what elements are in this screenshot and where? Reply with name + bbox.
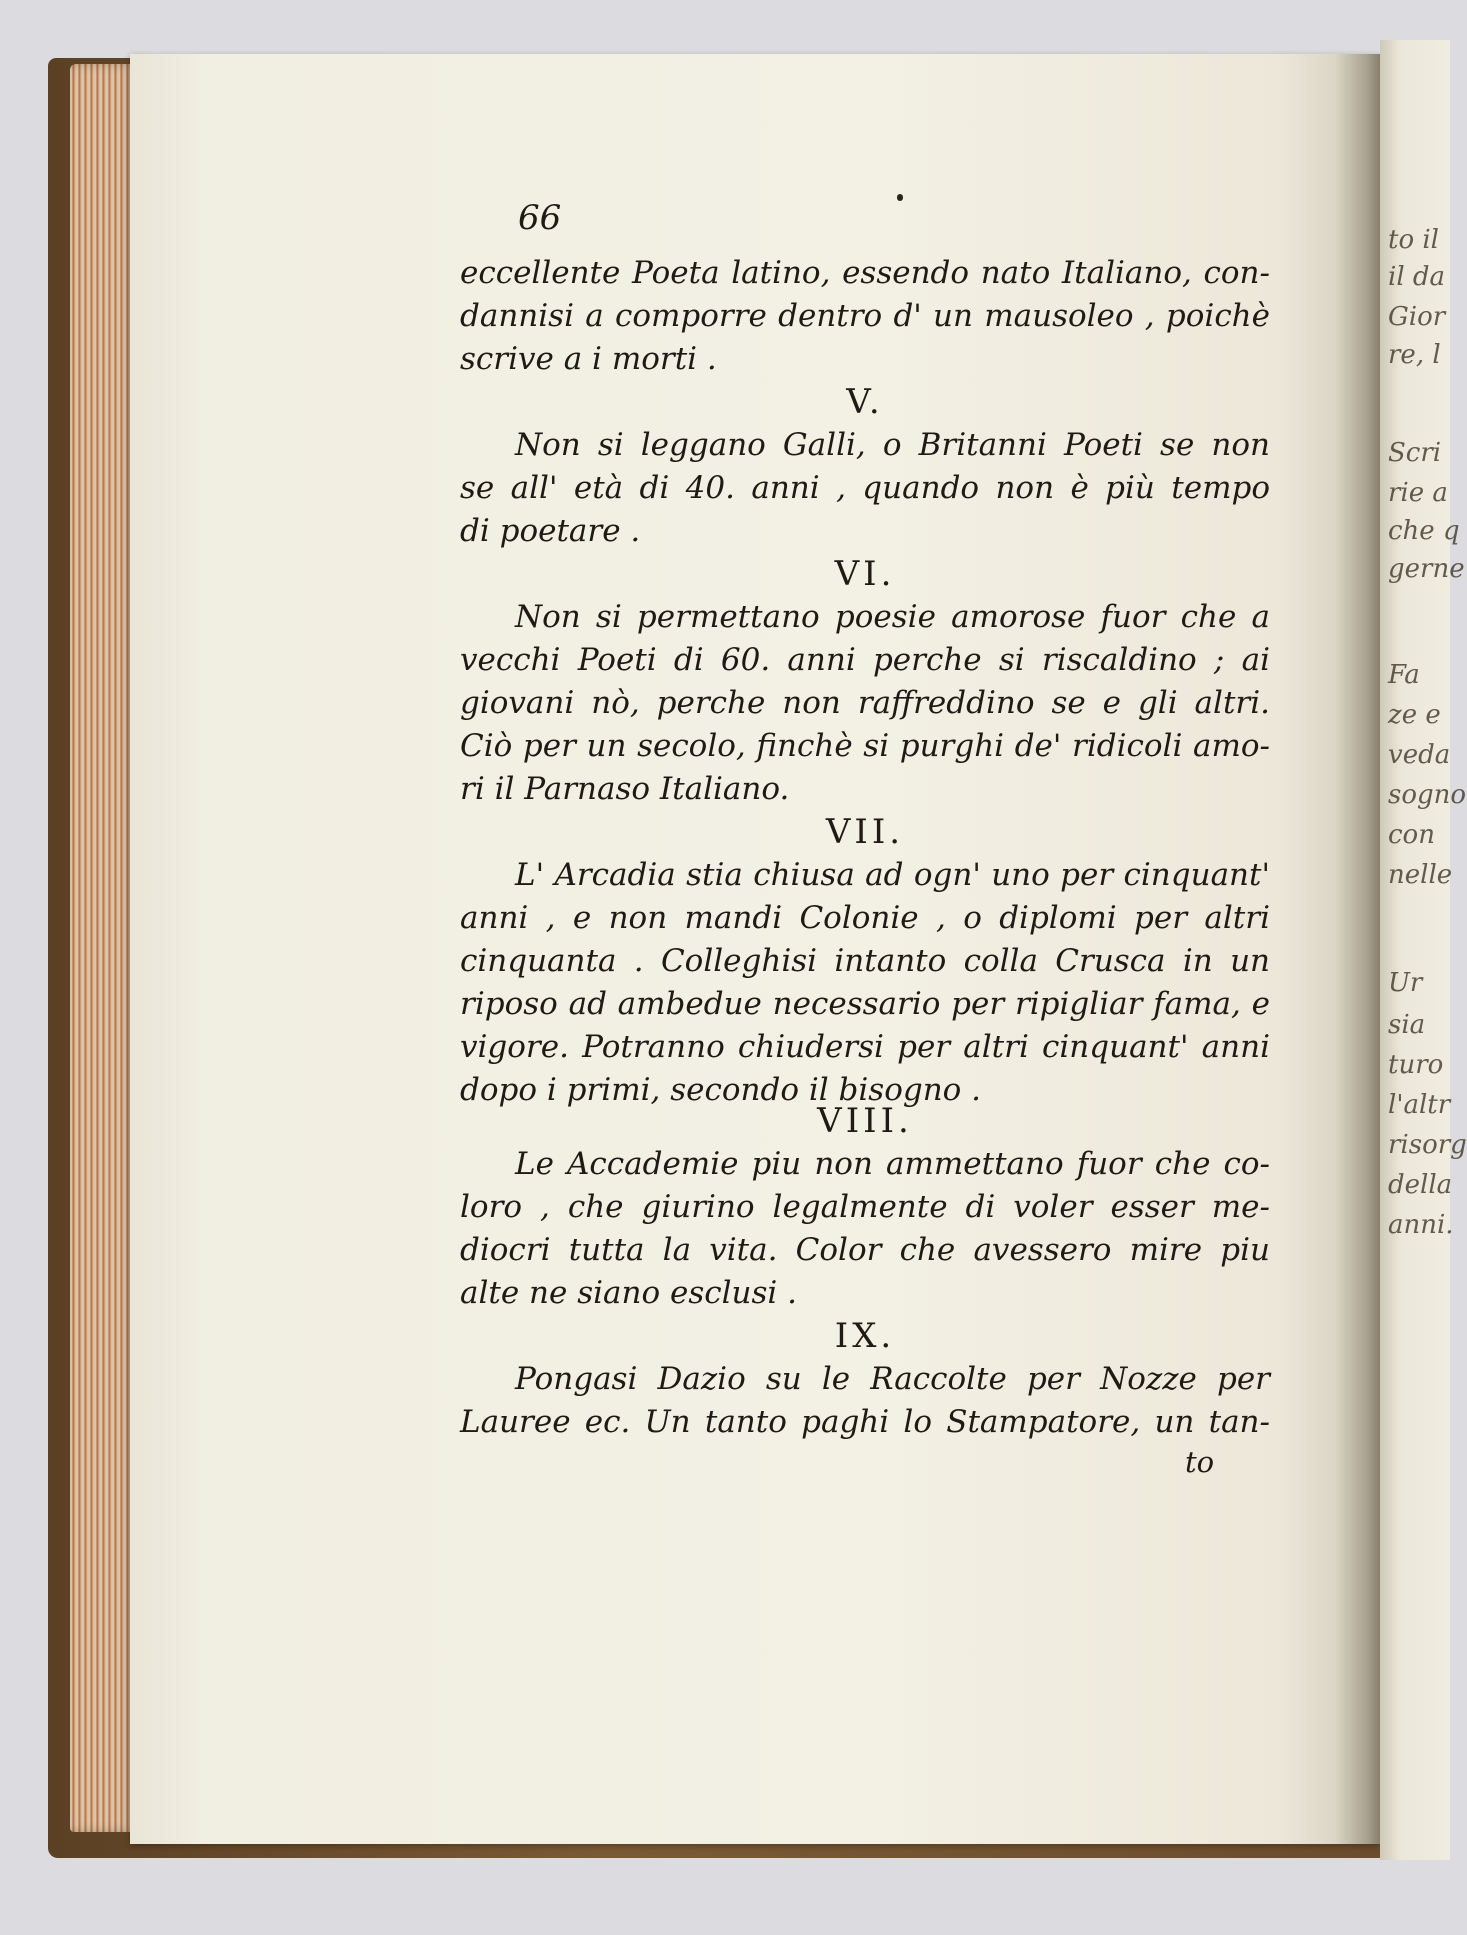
text-line: cinquanta . Colleghisi intanto colla Crusca in un bbox=[460, 943, 1270, 979]
catchword: to bbox=[1185, 1445, 1215, 1479]
text-line: Lauree ec. Un tanto paghi lo Stampatore, un tan- bbox=[460, 1404, 1270, 1440]
text-line: dannisi a comporre dentro d' un mausoleo , poichè bbox=[460, 298, 1270, 334]
facing-fragment: con bbox=[1388, 820, 1435, 850]
text-line: riposo ad ambedue necessario per ripigliar fama, e bbox=[460, 986, 1270, 1022]
facing-fragment: che q bbox=[1388, 516, 1460, 546]
facing-fragment: ze e bbox=[1388, 700, 1441, 730]
facing-fragment: to il bbox=[1388, 225, 1439, 255]
facing-fragment: il da bbox=[1388, 262, 1446, 292]
text-line: L' Arcadia stia chiusa ad ogn' uno per cinquant' bbox=[515, 857, 1270, 893]
facing-fragment: re, l bbox=[1388, 340, 1441, 370]
page-number: 66 bbox=[518, 198, 562, 238]
facing-fragment: veda bbox=[1388, 740, 1451, 770]
facing-fragment: rie a bbox=[1388, 478, 1448, 508]
facing-fragment: sia bbox=[1388, 1010, 1426, 1040]
text-line: dopo i primi, secondo il bisogno . bbox=[460, 1072, 982, 1108]
section-heading: VII. bbox=[825, 812, 905, 852]
facing-fragment: Ur bbox=[1388, 968, 1423, 998]
facing-fragment: Gior bbox=[1388, 302, 1446, 332]
facing-fragment: risorg bbox=[1388, 1130, 1467, 1160]
text-line: Le Accademie piu non ammettano fuor che co- bbox=[515, 1146, 1270, 1182]
facing-fragment: l'altr bbox=[1388, 1090, 1451, 1120]
facing-fragment: Fa bbox=[1388, 660, 1420, 690]
text-line: Ciò per un secolo, finchè si purghi de' ridicoli amo- bbox=[460, 728, 1270, 764]
text-line: ri il Parnaso Italiano. bbox=[460, 771, 790, 807]
section-heading: V. bbox=[846, 382, 884, 422]
facing-fragment: Scri bbox=[1388, 438, 1442, 468]
text-line: Non si permettano poesie amorose fuor che a bbox=[515, 599, 1270, 635]
section-heading: VI. bbox=[834, 554, 896, 594]
text-line: giovani nò, perche non raffreddino se e gli altri. bbox=[460, 685, 1270, 721]
ornament-dot bbox=[897, 194, 903, 201]
facing-fragment: della bbox=[1388, 1170, 1453, 1200]
section-heading: VIII. bbox=[817, 1101, 913, 1141]
text-line: Non si leggano Galli, o Britanni Poeti se non bbox=[515, 427, 1270, 463]
facing-fragment: nelle bbox=[1388, 860, 1453, 890]
text-line: di poetare . bbox=[460, 513, 641, 549]
text-line: loro , che giurino legalmente di voler esser me- bbox=[460, 1189, 1270, 1225]
section-heading: IX. bbox=[834, 1316, 896, 1356]
facing-fragment: anni. bbox=[1388, 1210, 1454, 1240]
text-line: eccellente Poeta latino, essendo nato Italiano, con- bbox=[460, 255, 1270, 291]
text-line: anni , e non mandi Colonie , o diplomi per altri bbox=[460, 900, 1270, 936]
text-line: vigore. Potranno chiudersi per altri cinquant' anni bbox=[460, 1029, 1270, 1065]
text-line: se all' età di 40. anni , quando non è più tempo bbox=[460, 470, 1270, 506]
text-line: vecchi Poeti di 60. anni perche si riscaldino ; ai bbox=[460, 642, 1270, 678]
text-line: diocri tutta la vita. Color che avessero mire piu bbox=[460, 1232, 1270, 1268]
text-line: alte ne siano esclusi . bbox=[460, 1275, 798, 1311]
facing-fragment: sogno bbox=[1388, 780, 1467, 810]
facing-fragment: turo bbox=[1388, 1050, 1444, 1080]
facing-fragment: gerne bbox=[1388, 554, 1465, 584]
text-line: scrive a i morti . bbox=[460, 341, 717, 377]
text-line: Pongasi Dazio su le Raccolte per Nozze per bbox=[515, 1361, 1270, 1397]
